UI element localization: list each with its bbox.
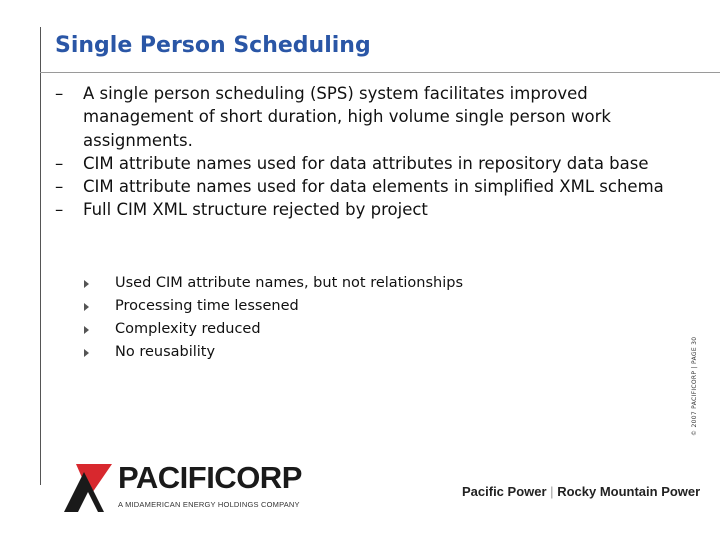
page-number-sidebar: © 2007 PACIFICORP | PAGE 30: [691, 336, 698, 436]
pacificorp-logo: [62, 458, 322, 518]
bullet-item: [55, 152, 685, 175]
triangle-bullet-icon: [84, 326, 89, 334]
pacificorp-emblem-icon: [62, 462, 118, 514]
bullet-text: A single person scheduling (SPS) system facilitates improved management of short duration, high volume single person work assignments.: [83, 84, 611, 150]
sub-bullet-text: No reusability: [115, 344, 216, 360]
sub-bullet-text: Used CIM attribute names, but not relationships: [115, 275, 463, 291]
sub-bullet-list: [84, 272, 644, 364]
slide-title: Single Person Scheduling: [55, 33, 371, 58]
brand-rocky-mountain-power: Rocky Mountain Power: [557, 484, 701, 499]
triangle-bullet-icon: [84, 280, 89, 288]
sub-bullet-item: [84, 295, 644, 318]
sub-bullet-text: Complexity reduced: [115, 321, 261, 337]
left-rule: [40, 27, 41, 485]
dash-marker: –: [55, 200, 64, 220]
bullet-text: Full CIM XML structure rejected by project: [83, 200, 428, 220]
brand-separator: |: [550, 484, 554, 499]
sub-bullet-item: [84, 318, 644, 341]
bullet-item: [55, 82, 685, 152]
triangle-bullet-icon: [84, 303, 89, 311]
triangle-bullet-icon: [84, 349, 89, 357]
dash-marker: –: [55, 84, 64, 103]
dash-marker: –: [55, 177, 64, 197]
title-rule: [40, 72, 720, 73]
bullet-item: [55, 175, 685, 198]
brand-tagline: [462, 484, 700, 499]
bullet-text: CIM attribute names used for data attributes in repository data base: [83, 153, 649, 173]
brand-pacific-power: Pacific Power: [462, 484, 547, 499]
sub-bullet-item: [84, 272, 644, 295]
bullet-text: CIM attribute names used for data elements in simplified XML schema: [83, 177, 664, 197]
sub-bullet-item: [84, 341, 644, 364]
bullet-list: [55, 82, 685, 222]
logo-wordmark: PACIFICORP: [118, 460, 302, 495]
sub-bullet-text: Processing time lessened: [115, 298, 299, 314]
bullet-item: [55, 198, 685, 221]
logo-subtitle: A MIDAMERICAN ENERGY HOLDINGS COMPANY: [118, 500, 300, 509]
dash-marker: –: [55, 153, 64, 173]
